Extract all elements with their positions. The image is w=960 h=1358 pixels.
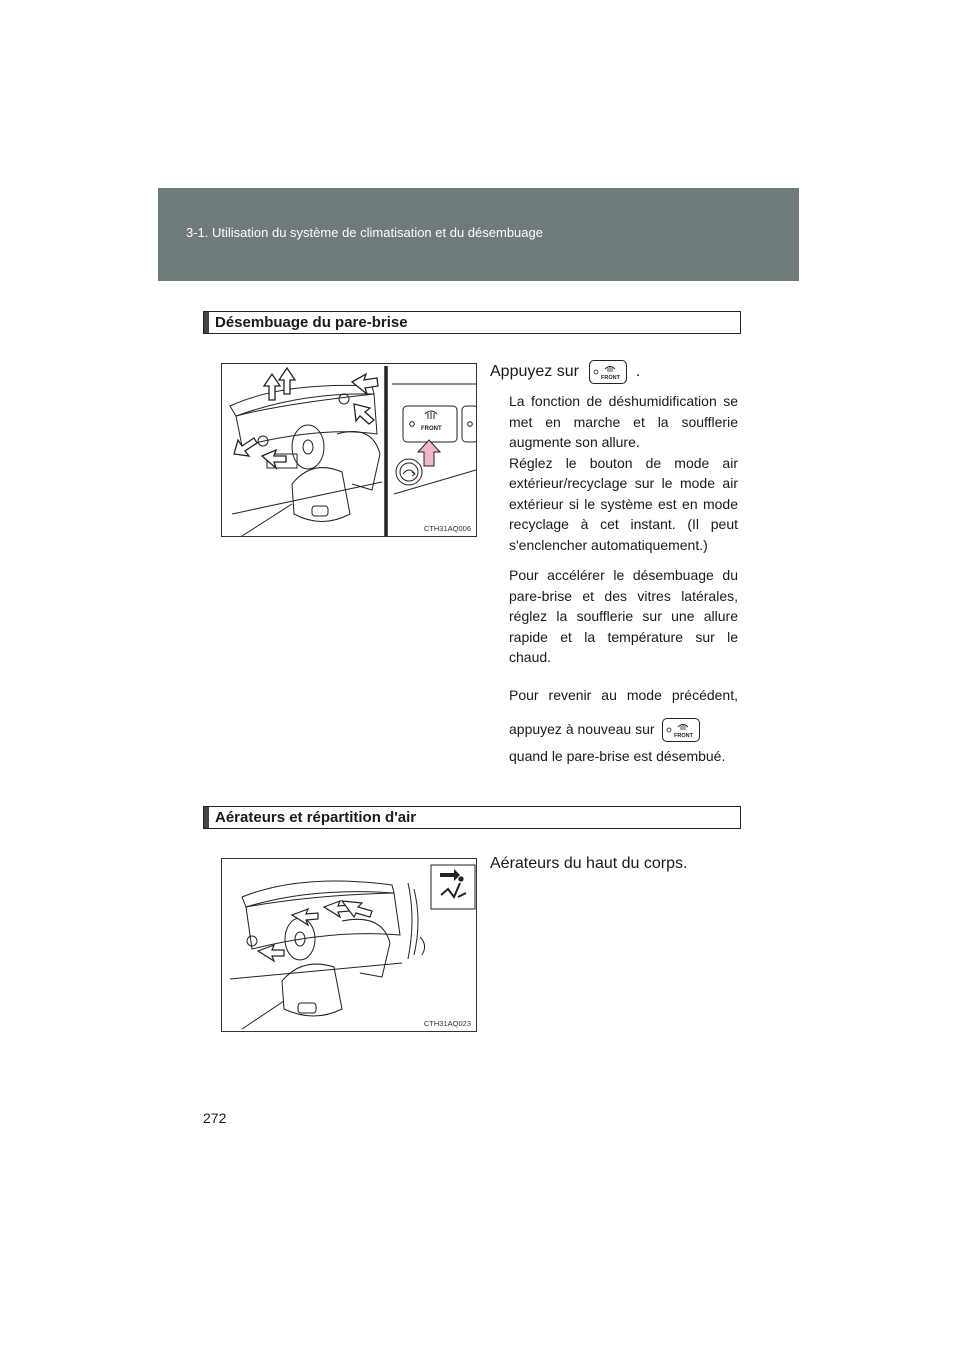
car-interior-drawing	[222, 364, 477, 537]
vents-illustration	[221, 858, 477, 1032]
defog-instruction	[490, 360, 640, 384]
heading-marker	[204, 807, 209, 828]
section-title: Aérateurs et répartition d'air	[215, 809, 417, 826]
return-text: Pour revenir au mode précédent, appuyez à nouveau sur	[509, 686, 738, 737]
vents-description: Aérateurs du haut du corps.	[490, 855, 688, 872]
figure-code: CTH31AQ006	[423, 524, 471, 533]
page-number: 272	[203, 1110, 227, 1126]
figure-code: CTH31AQ023	[423, 1019, 471, 1028]
paragraph-air-mode: Réglez le bouton de mode air extérieur/recyclage sur le mode air extérieur si le système est en mode recyclage à cet instant. (Il peut s'enclencher automatiquement.)	[509, 454, 738, 553]
defog-description	[509, 391, 738, 776]
heading-marker	[204, 312, 209, 333]
paragraph-return	[509, 678, 738, 746]
section-title: Désembuage du pare-brise	[215, 314, 408, 331]
paragraph-dehumidify: La fonction de déshumidification se met en marche et la soufflerie augmente son allure.	[509, 393, 738, 450]
section-heading-vents	[203, 806, 741, 829]
paragraph-faster-defog: Pour accélérer le désembuage du pare-brise et des vitres latérales, réglez la soufflerie sur une allure rapide et la température sur le chaud.	[509, 567, 738, 665]
car-interior-drawing	[222, 859, 477, 1032]
front-defroster-button-icon	[589, 360, 627, 384]
intro-text: Appuyez sur	[490, 363, 579, 381]
chapter-title: 3-1. Utilisation du système de climatisation et du désembuage	[186, 225, 543, 240]
front-defroster-button-icon	[662, 718, 700, 742]
paragraph-return-end: quand le pare-brise est désembué.	[509, 747, 726, 764]
svg-text:FRONT: FRONT	[601, 375, 621, 381]
svg-text:FRONT: FRONT	[674, 732, 694, 739]
intro-period: .	[635, 363, 641, 381]
section-heading-defog	[203, 311, 741, 334]
svg-text:FRONT: FRONT	[421, 426, 442, 432]
defog-illustration	[221, 363, 477, 537]
chapter-header	[158, 188, 799, 281]
